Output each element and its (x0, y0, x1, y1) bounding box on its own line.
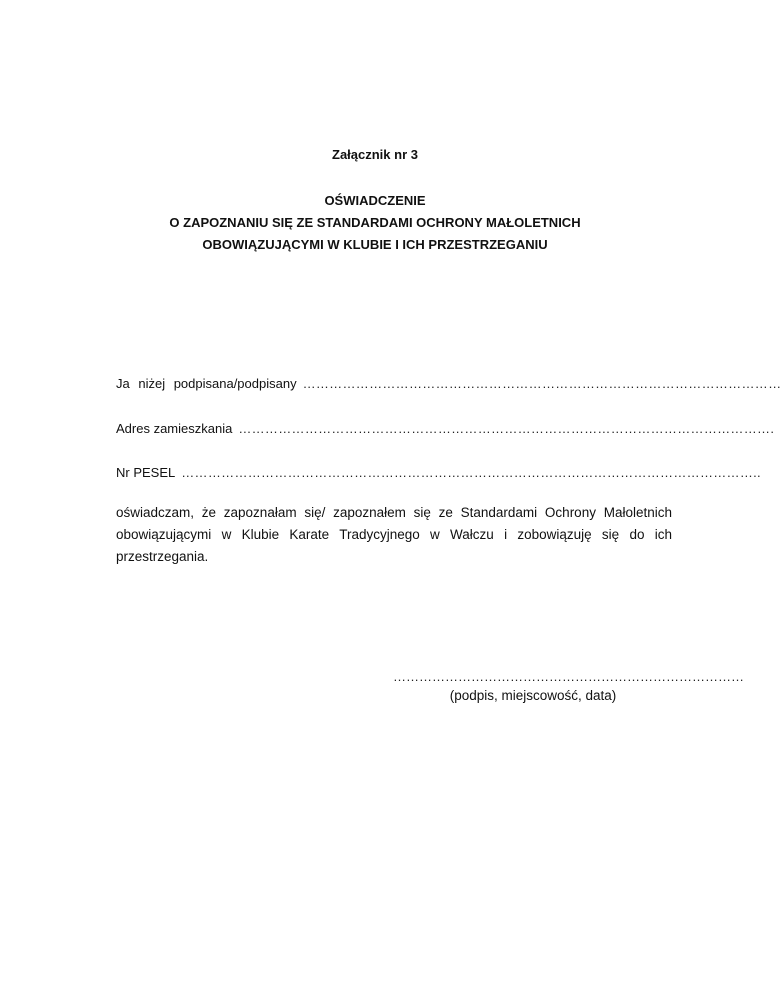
signature-caption: (podpis, miejscowość, data) (449, 688, 617, 703)
name-field[interactable] (116, 376, 781, 391)
annex-label: Załącznik nr 3 (332, 147, 418, 162)
name-field-label: Ja niżej podpisana/podpisany (116, 376, 297, 391)
pesel-field-dots[interactable]: ………………………………………………………………………………………………………………….. (181, 465, 761, 480)
signature-line[interactable]: ……………………………………………………………………… (393, 669, 744, 684)
address-field-dots[interactable]: …………………………………………………………………………………………………………. (238, 421, 775, 436)
address-field-label: Adres zamieszkania (116, 421, 233, 436)
name-field-dots[interactable]: ……………………………………………………………………………………………… (302, 376, 781, 391)
pesel-field-label: Nr PESEL (116, 465, 176, 480)
title-line-3: OBOWIĄZUJĄCYMI W KLUBIE I ICH PRZESTRZEGANIU (202, 237, 548, 252)
address-field[interactable] (116, 421, 775, 436)
document-title (0, 190, 750, 256)
statement-paragraph: oświadczam, że zapoznałam się/ zapoznałem się ze Standardami Ochrony Małoletnich obowiązującymi w Klubie Karate Tradycyjnego w Wałczu i zobowiązuję się do ich przestrzegania. (116, 505, 672, 564)
title-line-2: O ZAPOZNANIU SIĘ ZE STANDARDAMI OCHRONY MAŁOLETNICH (169, 215, 581, 230)
pesel-field[interactable] (116, 465, 761, 480)
title-line-1: OŚWIADCZENIE (324, 193, 426, 208)
